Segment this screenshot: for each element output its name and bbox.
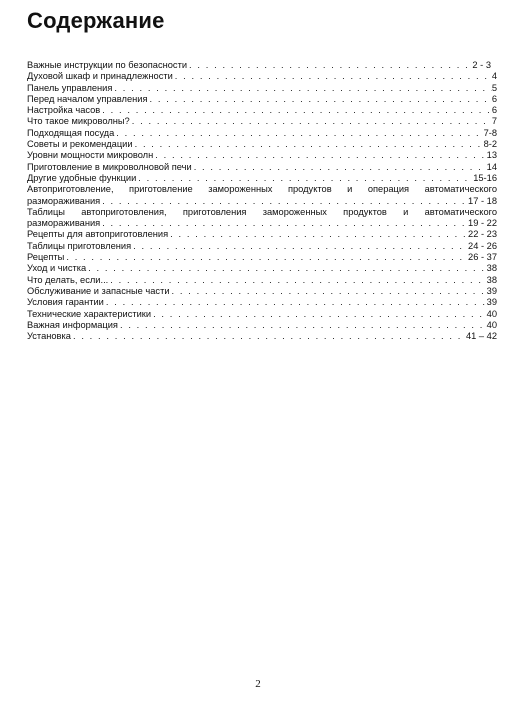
toc-leader-dots (64, 252, 468, 263)
toc-entry (27, 309, 497, 320)
toc-entry (27, 331, 497, 342)
toc-entry-page: 4 (491, 71, 497, 82)
toc-entry-page: 5 (491, 82, 497, 93)
toc-leader-dots (100, 196, 468, 207)
toc-entry-page: 41 – 42 (465, 331, 497, 342)
toc-leader-dots (192, 162, 487, 173)
toc-entry (27, 218, 497, 229)
toc-entry (27, 275, 497, 286)
toc-leader-dots (112, 83, 491, 94)
toc-entry (27, 297, 497, 308)
toc-entry (27, 128, 497, 139)
toc-entry (27, 105, 497, 116)
table-of-contents (27, 60, 497, 342)
toc-entry-title: размораживания (27, 195, 101, 206)
toc-entry (27, 229, 497, 240)
toc-entry-page: 17 - 18 (468, 195, 497, 206)
toc-entry-page: 39 (486, 285, 497, 296)
toc-entry-title: Перед началом управления (27, 93, 148, 104)
toc-entry-title: Панель управления (27, 82, 113, 93)
toc-entry (27, 241, 497, 252)
toc-entry-title: Условия гарантии (27, 297, 104, 308)
toc-entry (27, 173, 497, 184)
toc-leader-dots (153, 150, 486, 161)
toc-leader-dots (148, 94, 492, 105)
toc-leader-dots (114, 128, 483, 139)
toc-entry-page: 13 (486, 150, 497, 161)
toc-entry-page: 22 - 23 (468, 229, 497, 240)
toc-leader-dots (168, 229, 468, 240)
toc-entry-title: Уход и чистка (27, 263, 87, 274)
toc-entry (27, 139, 497, 150)
toc-entry-title: размораживания (27, 218, 101, 229)
toc-leader-dots (118, 320, 487, 331)
toc-entry-page: 19 - 22 (468, 218, 497, 229)
toc-entry-page: 40 (486, 319, 497, 330)
toc-entry-title: Рецепты для автоприготовления (27, 229, 169, 240)
toc-entry-title: Рецепты (27, 252, 65, 263)
toc-entry-page: 38 (486, 274, 497, 285)
page-number: 2 (255, 678, 261, 690)
toc-entry (27, 116, 497, 127)
toc-entry-title: Важная информация (27, 319, 118, 330)
toc-entry (27, 150, 497, 161)
toc-leader-dots (71, 331, 466, 342)
toc-entry-title: Другие удобные функции (27, 172, 137, 183)
toc-entry-page: 8-2 (483, 139, 497, 150)
toc-leader-dots (100, 218, 468, 229)
toc-leader-dots (187, 60, 472, 71)
toc-entry-title-line: Автоприготовление, приготовление замороженных продуктов и операция автоматического (27, 184, 497, 195)
toc-entry-page: 38 (486, 263, 497, 274)
toc-entry-title: Установка (27, 331, 71, 342)
toc-entry-page: 7-8 (483, 127, 497, 138)
toc-entry (27, 320, 497, 331)
toc-entry-page: 15-16 (473, 172, 497, 183)
toc-entry-title: Уровни мощности микроволн (27, 150, 154, 161)
toc-entry (27, 286, 497, 297)
toc-leader-dots (108, 275, 486, 286)
toc-leader-dots (173, 71, 492, 82)
toc-entry-title: Настройка часов (27, 105, 101, 116)
toc-entry-page: 2 - 3 (472, 60, 491, 70)
toc-entry-title: Обслуживание и запасные части (27, 285, 170, 296)
toc-leader-dots (86, 263, 486, 274)
toc-leader-dots (170, 286, 487, 297)
toc-leader-dots (133, 139, 484, 150)
toc-entry-page: 14 (486, 161, 497, 172)
toc-entry (27, 94, 497, 105)
toc-entry-page: 24 - 26 (468, 240, 497, 251)
toc-entry-title-line: Таблицы автоприготовления, приготовления замороженных продуктов и автоматического (27, 206, 497, 217)
toc-entry (27, 60, 497, 71)
toc-leader-dots (151, 309, 487, 320)
toc-entry-page: 6 (491, 93, 497, 104)
toc-leader-dots (130, 116, 492, 127)
toc-entry-title: Духовой шкаф и принадлежности (27, 71, 173, 82)
toc-entry (27, 196, 497, 207)
toc-entry-page: 40 (486, 308, 497, 319)
toc-entry (27, 162, 497, 173)
toc-entry-title: Технические характеристики (27, 308, 152, 319)
toc-entry-title: Что делать, если... (27, 274, 109, 285)
toc-entry-title: Советы и рекомендации (27, 139, 133, 150)
toc-entry (27, 252, 497, 263)
toc-entry-title: Таблицы приготовления (27, 240, 132, 251)
toc-entry-page: 26 - 37 (468, 252, 497, 263)
toc-entry-page: 6 (491, 105, 497, 116)
toc-entry-page: 39 (486, 297, 497, 308)
toc-leader-dots (136, 173, 473, 184)
toc-entry (27, 83, 497, 94)
toc-entry-page: 7 (491, 116, 497, 127)
toc-entry (27, 263, 497, 274)
toc-entry-title: Подходящая посуда (27, 127, 115, 138)
toc-leader-dots (100, 105, 492, 116)
toc-entry-title: Важные инструкции по безопасности (27, 60, 188, 70)
page-title: Содержание (27, 8, 165, 33)
toc-entry-title: Что такое микроволны? (27, 116, 130, 127)
toc-entry (27, 71, 497, 82)
toc-leader-dots (131, 241, 468, 252)
toc-entry-title: Приготовление в микроволновой печи (27, 161, 192, 172)
toc-leader-dots (104, 297, 487, 308)
